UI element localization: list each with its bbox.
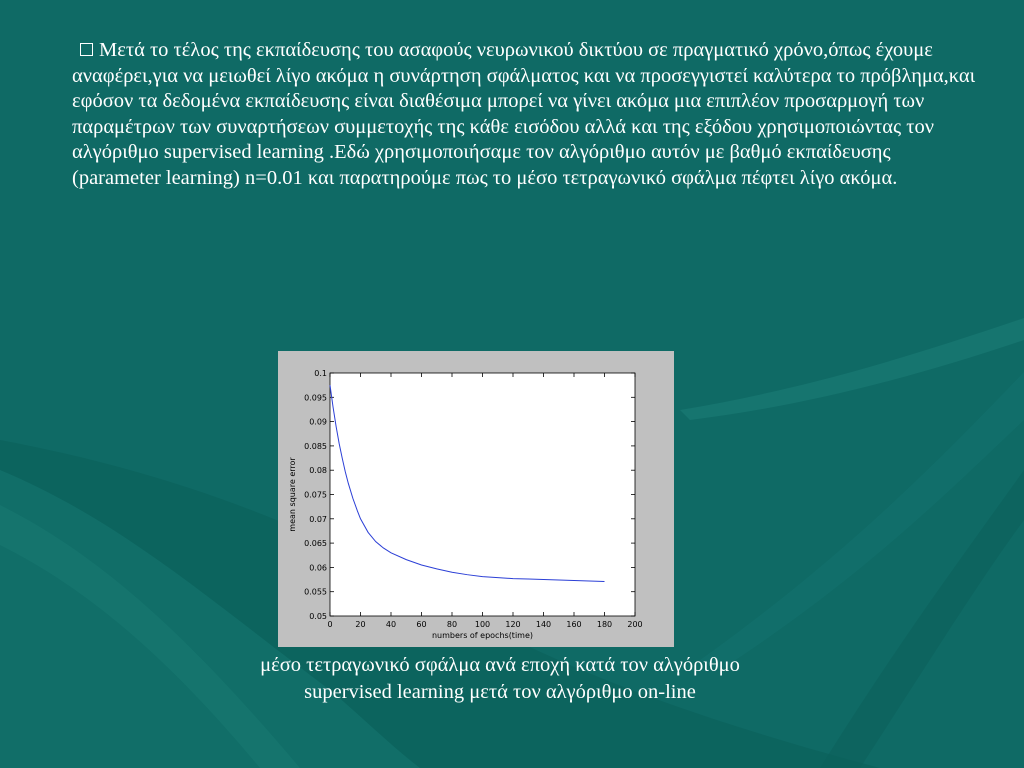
x-tick-label: 200: [627, 620, 643, 629]
y-tick-label: 0.06: [309, 563, 327, 573]
y-tick-label: 0.08: [309, 466, 327, 476]
x-axis-label: numbers of epochs(time): [431, 631, 534, 640]
y-tick-label: 0.07: [309, 514, 327, 524]
y-tick-label: 0.1: [314, 369, 327, 378]
figure-caption: μέσο τετραγωνικό σφάλμα ανά εποχή κατά τον αλγόριθμο supervised learning μετά τον αλγόριθμο on-line: [260, 654, 740, 703]
checkbox-bullet-icon: [80, 43, 93, 56]
x-tick-label: 160: [566, 620, 582, 629]
plot-area: [330, 373, 635, 616]
x-tick-label: 180: [596, 620, 613, 629]
y-tick-label: 0.09: [309, 417, 327, 427]
x-tick-label: 140: [535, 620, 552, 629]
x-tick-label: 80: [446, 620, 458, 629]
y-tick-label: 0.055: [304, 587, 327, 597]
y-axis-label: mean square error: [288, 457, 297, 532]
y-tick-label: 0.085: [304, 441, 327, 451]
x-tick-label: 60: [416, 620, 427, 629]
x-tick-label: 120: [505, 620, 521, 629]
mse-figure: [278, 351, 674, 647]
paragraph-text: Μετά το τέλος της εκπαίδευσης του ασαφούς νευρωνικού δικτύου σε πραγματικό χρόνο,όπως έχουμε αναφέρει,για να μειωθεί λίγο ακόμα η συνάρτηση σφάλματος και να προσεγγιστεί καλύτερα το πρόβλημα,και εφόσον τα δεδομένα εκπαίδευσης είναι διαθέσιμα μπορεί να γίνει ακόμα μια επιπλέον προσαρμογή των παραμέτρων των συναρτήσεων συμμετοχής της κάθε εισόδου αλλά και της εξόδου χρησιμοποιώντας τον αλγόριθμο supervised learning .Εδώ χρησιμοποιήσαμε τον αλγόριθμο αυτόν με βαθμό εκπαίδευσης (parameter learning) n=0.01 και παρατηρούμε πως το μέσο τετραγωνικό σφάλμα πέφτει λίγο ακόμα.: [72, 39, 976, 189]
mse-chart: [278, 351, 674, 647]
x-tick-label: 0: [327, 620, 333, 629]
body-paragraph: [72, 38, 982, 192]
y-tick-label: 0.05: [309, 612, 327, 621]
x-tick-label: 40: [385, 620, 397, 629]
x-tick-label: 100: [474, 620, 491, 629]
y-tick-label: 0.095: [304, 393, 327, 403]
x-tick-label: 20: [355, 620, 366, 629]
y-tick-label: 0.065: [304, 539, 327, 549]
y-tick-label: 0.075: [304, 490, 327, 500]
